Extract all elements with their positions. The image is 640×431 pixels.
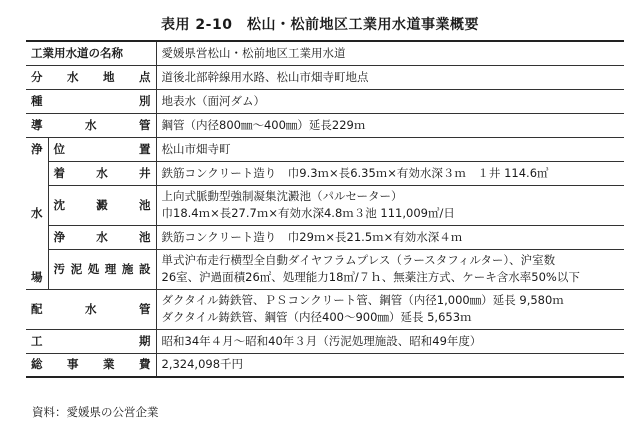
value-cost: 2,324,098千円	[156, 353, 624, 377]
label-name: 工業用水道の名称	[26, 41, 156, 65]
value-kind: 地表水（面河ダム）	[156, 89, 624, 113]
label-sedimentation: 沈 澱 池	[48, 185, 156, 225]
value-sedimentation	[156, 185, 624, 225]
row-period	[26, 329, 624, 353]
label-conduit: 導 水 管	[26, 113, 156, 137]
label-clear-basin: 浄 水 池	[48, 225, 156, 249]
label-sludge: 汚 泥 処 理 施 設	[48, 249, 156, 289]
value-period: 昭和34年４月～昭和40年３月（汚泥処理施設、昭和49年度）	[156, 329, 624, 353]
label-plant-group: 浄 水 場	[26, 137, 48, 289]
row-cost	[26, 353, 624, 377]
table-title: 表用 2-10 松山・松前地区工業用水道事業概要	[161, 17, 479, 33]
value-sludge	[156, 249, 624, 289]
value-intake: 道後北部幹線用水路、松山市畑寺町地点	[156, 65, 624, 89]
value-location: 松山市畑寺町	[156, 137, 624, 161]
label-period: 工 期	[26, 329, 156, 353]
row-plant-location	[26, 137, 624, 161]
row-conduit	[26, 113, 624, 137]
value-name: 愛媛県営松山・松前地区工業用水道	[156, 41, 624, 65]
row-intake	[26, 65, 624, 89]
value-well: 鉄筋コンクリート造り 巾9.3ｍ×長6.35ｍ×有効水深３ｍ １井 114.6㎥	[156, 161, 624, 185]
source-note: 資料：愛媛県の公営企業	[32, 405, 159, 419]
row-plant-sludge	[26, 249, 624, 289]
label-cost: 総 事 業 費	[26, 353, 156, 377]
value-conduit: 鋼管（内径800㎜～400㎜）延長229ｍ	[156, 113, 624, 137]
label-distribution: 配 水 管	[26, 289, 156, 329]
sludge-line-2: 26室、沪過面積26㎡、処理能力18㎥/７ｈ、無薬注方式、ケーキ含水率50%以下	[161, 270, 580, 284]
distribution-line-1: ダクタイル鋳鉄管、ＰＳコンクリート管、鋼管（内径1,000㎜）延長 9,580ｍ	[161, 293, 564, 307]
row-plant-well	[26, 161, 624, 185]
row-plant-sedimentation	[26, 185, 624, 225]
row-kind	[26, 89, 624, 113]
sludge-line-1: 単式沪布走行横型全自動ダイヤフラムプレス（ラースタフィルター）、沪室数	[161, 253, 556, 267]
sedimentation-line-2: 巾18.4ｍ×長27.7ｍ×有効水深4.8ｍ３池 111,009㎥/日	[161, 206, 455, 220]
row-name	[26, 41, 624, 65]
sedimentation-line-1: 上向式脈動型強制凝集沈澱池（パルセーター）	[161, 189, 403, 203]
project-overview-table	[26, 40, 624, 378]
row-distribution	[26, 289, 624, 329]
label-well: 着 水 井	[48, 161, 156, 185]
value-clear-basin: 鉄筋コンクリート造り 巾29ｍ×長21.5ｍ×有効水深４ｍ	[156, 225, 624, 249]
row-plant-clear-basin	[26, 225, 624, 249]
value-distribution	[156, 289, 624, 329]
label-location: 位 置	[48, 137, 156, 161]
label-kind: 種 別	[26, 89, 156, 113]
distribution-line-2: ダクタイル鋳鉄管、鋼管（内径400～900㎜）延長 5,653ｍ	[161, 310, 472, 324]
label-intake: 分 水 地 点	[26, 65, 156, 89]
